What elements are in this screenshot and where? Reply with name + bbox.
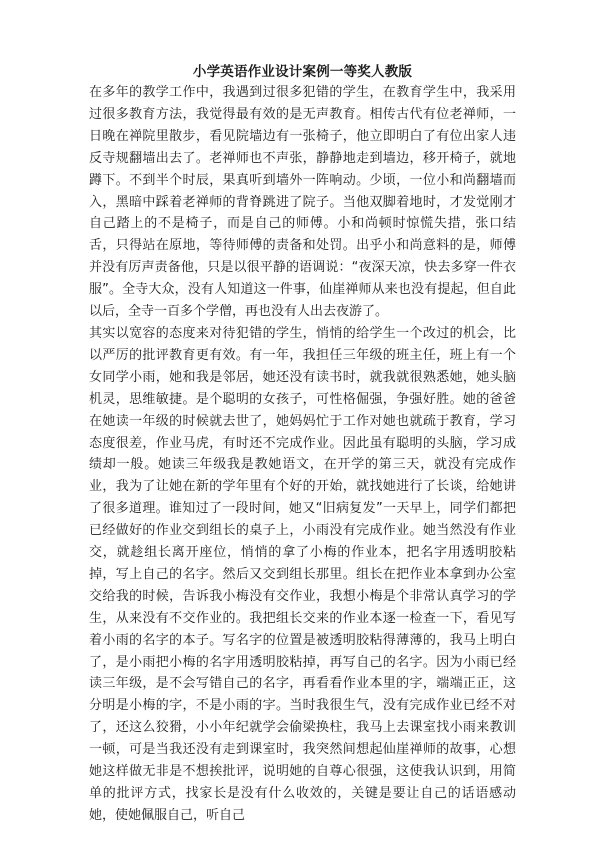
paragraph-student-story: 其实以宽容的态度来对待犯错的学生，悄悄的给学生一个改过的机会，比以严厉的批评教育更有效。有一年，我担任三年级的班主任，班上有一个女同学小雨，她和我是邻居，她还没有读书时，就我就很熟悉她，她头脑机灵，思维敏捷。是个聪明的女孩子，可性格倔强，争强好胜。她的爸爸在她读一年级的时候就去世了，她妈妈忙于工作对她也就疏于教育，学习态度很差，作业马虎，有时还不完成作业。因此虽有聪明的头脑，学习成绩却一般。她读三年级我是教她语文，在开学的第三天，就没有完成作业，我为了让她在新的学年里有个好的开始，就找她进行了长谈，给她讲了很多道理。谁知过了一段时间，她又“旧病复发”一天早上，同学们都把已经做好的作业交到组长的桌子上，小雨没有完成作业。她当然没有作业交，就趁组长离开座位，悄悄的拿了小梅的作业本，把名字用透明胶粘掉，写上自己的名字。然后又交到组长那里。组长在把作业本拿到办公室交给我的时候，告诉我小梅没有交作业，我想小梅是个非常认真学习的学生，从来没有不交作业的。我把组长交来的作业本逐一检查一下，看见写着小雨的名字的本子。写名字的位置是被透明胶粘得薄薄的，我马上明白了，是小雨把小梅的名字用透明胶粘掉，再写自己的名字。因为小雨已经读三年级，是不会写错自己的名字，再看看作业本里的字，端端正正，这分明是小梅的字，不是小雨的字。当时我很生气，没有完成作业已经不对了，还这么狡猾，小小年纪就学会偷梁换柱，我马上去课室找小雨来教训一顿，可是当我还没有走到课室时，我突然间想起仙崖禅师的故事，心想她这样做无非是不想挨批评，说明她的自尊心很强，这使我认识到，用简单的批评方式，找家长是没有什么收效的，关键是要让自己的话语感动她，使她佩服自己，听自己: [89, 325, 516, 823]
document-title: 小学英语作业设计案例一等奖人教版: [192, 64, 413, 80]
paragraph-monk-story: 在多年的教学工作中，我遇到过很多犯错的学生，在教育学生中，我采用过很多教育方法，我觉得最有效的是无声教育。相传古代有位老禅师，一日晚在禅院里散步，看见院墙边有一张椅子，他立即明白了有位出家人违反寺规翻墙出去了。老禅师也不声张，静静地走到墙边，移开椅子，就地蹲下。不到半个时辰，果真听到墙外一阵响动。少顷，一位小和尚翻墙而入，黑暗中踩着老禅师的背脊跳进了院子。当他双脚着地时，才发觉刚才自己踏上的不是椅子，而是自己的师傅。小和尚顿时惊慌失措，张口结舌，只得站在原地，等待师傅的责备和处罚。出乎小和尚意料的是，师傅并没有厉声责备他，只是以很平静的语调说：“夜深天凉，快去多穿一件衣服”。全寺大众，没有人知道这一件事，仙崖禅师从来也没有提起，但自此以后，全寺一百多个学僧，再也没有人出去夜游了。: [89, 85, 516, 320]
